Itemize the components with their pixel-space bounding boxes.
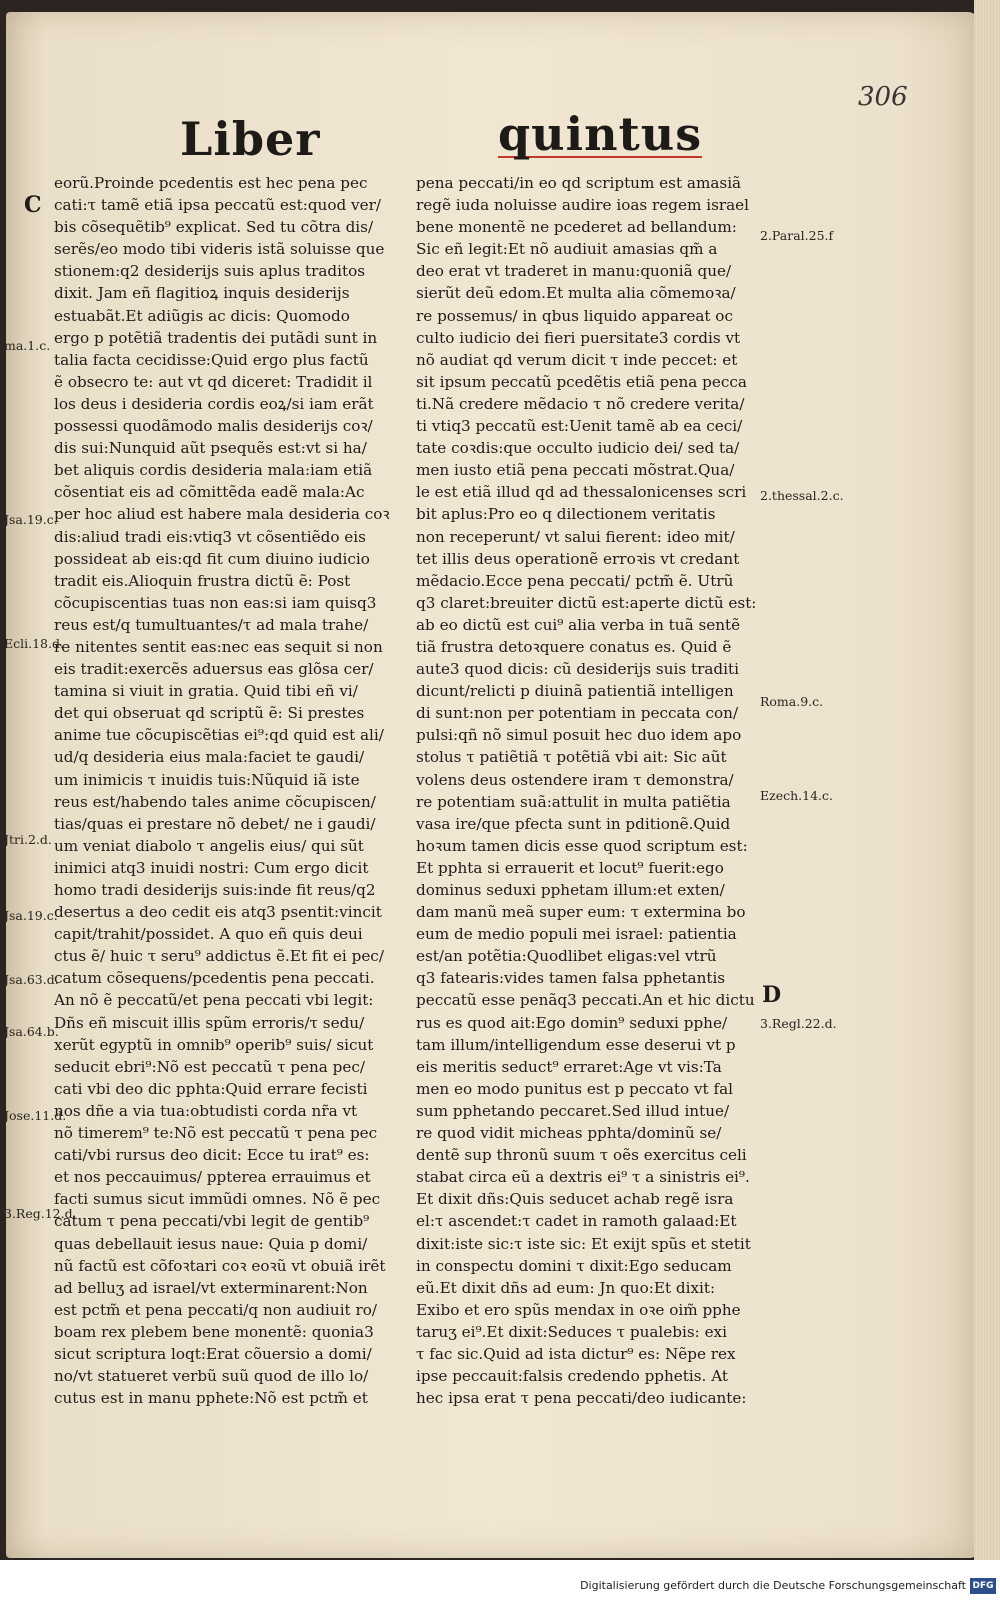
margin-note: Jsa.64.b. — [4, 1024, 59, 1039]
text-line: volens deus ostendere iram τ demonstra/ — [416, 770, 734, 789]
text-line: mẽdacio.Ecce pena peccati/ pctm̃ ẽ. Utrũ — [416, 571, 734, 590]
text-line: di sunt:non per potentiam in peccata con/ — [416, 704, 739, 723]
text-line: An nõ ẽ peccatũ/et pena peccati vbi legit: — [54, 991, 374, 1010]
text-line: um inimicis τ inuidis tuis:Nũquid iã iste — [54, 770, 360, 789]
text-line: per hoc aliud est habere mala desideria coꝛ — [54, 505, 390, 524]
text-line: quas debellauit iesus naue: Quia p domi/ — [54, 1234, 368, 1253]
text-line: tet illis deus operationẽ erroꝛis vt credant — [416, 549, 740, 568]
footer-bar — [0, 1576, 1000, 1600]
text-line: hoꝛum tamen dicis esse quod scriptum est: — [416, 836, 748, 855]
folio-number: 306 — [858, 82, 908, 112]
text-line: eis meritis seduct⁹ erraret:Age vt vis:Ta — [416, 1057, 722, 1076]
text-line: cati/vbi rursus deo dicit: Ecce tu irat⁹ es: — [54, 1146, 370, 1165]
text-line: dominus seduxi pphetam illum:et exten/ — [416, 881, 725, 899]
text-line: el:τ ascendet:τ cadet in ramoth galaad:Et — [416, 1212, 737, 1231]
text-line: reus est/q tumultuantes/τ ad mala trahe/ — [54, 615, 369, 634]
text-line: ti vtiq3 peccatũ est:Uenit tamẽ ab ea ceci/ — [416, 417, 743, 436]
text-line: catum τ pena peccati/vbi legit de gentib⁹ — [54, 1212, 370, 1231]
running-head-right: quintus — [498, 107, 703, 161]
text-line: deo erat vt traderet in manu:quoniã que/ — [416, 262, 732, 281]
text-line: ẽ obsecro te: aut vt qd diceret: Tradidit il — [54, 372, 373, 391]
text-line: q3 claret:breuiter dictũ est:aperte dictũ est: — [416, 593, 756, 612]
margin-note: Ezech.14.c. — [760, 788, 833, 803]
text-line: sierũt deũ edom.Et multa alia cõmemoꝛa/ — [416, 284, 736, 303]
text-line: bit aplus:Pro eo q dilectionem veritatis — [416, 505, 716, 524]
text-line: tamina si viuit in gratia. Quid tibi eñ vi/ — [54, 682, 358, 701]
text-line: bene monentẽ ne pcederet ad bellandum: — [416, 218, 737, 237]
text-line: pena peccati/in eo qd scriptum est amasiã — [416, 174, 742, 192]
text-line: boam rex plebem bene monentẽ: quonia3 — [54, 1322, 374, 1341]
text-line: hec ipsa erat τ pena peccati/deo iudicante: — [416, 1389, 747, 1408]
text-line: tradit eis.Alioquin frustra dictũ ẽ: Post — [54, 571, 351, 590]
margin-note: Jose.11.d. — [4, 1108, 67, 1123]
text-line: no/vt statueret verbũ suũ quod de illo lo/ — [54, 1367, 369, 1386]
text-line: dis sui:Nunquid aũt psequẽs est:vt si ha/ — [54, 439, 367, 458]
text-line: ud/q desideria eius mala:faciet te gaudi/ — [54, 748, 365, 767]
margin-note: 3.Reg.12.d. — [4, 1206, 77, 1221]
text-line: culto iudicio dei fieri puersitate3 cordis vt — [416, 328, 741, 347]
text-line: capit/trahit/possidet. A quo eñ quis deui — [54, 925, 363, 944]
text-line: talia facta cecidisse:Quid ergo plus factũ — [54, 350, 369, 369]
text-line: ergo p potẽtiã tradentis dei putãdi sunt in — [54, 328, 378, 347]
text-line: homo tradi desiderijs suis:inde fit reus/q2 — [54, 881, 376, 899]
text-line: eum de medio populi mei israel: patientia — [416, 925, 737, 944]
margin-initial-left: C — [24, 192, 42, 218]
text-line: um veniat diabolo τ angelis eius/ qui sũt — [54, 836, 364, 855]
text-line: inimici atq3 inuidi nostri: Cum ergo dicit — [54, 858, 369, 877]
text-line: Et pphta si errauerit et locut⁹ fuerit:ego — [416, 858, 724, 877]
text-line: catum cõsequens/pcedentis pena peccati. — [54, 969, 375, 988]
text-line: Sic eñ legit:Et nõ audiuit amasias qm̃ a — [416, 240, 718, 259]
text-line: pulsi:qñ nõ simul posuit hec duo idem apo — [416, 726, 742, 745]
text-line: tias/quas ei prestare nõ debet/ ne i gaudi/ — [54, 814, 376, 833]
text-line: re potentiam suã:attulit in multa patiẽtia — [416, 792, 731, 811]
text-line: peccatũ esse penãq3 peccati.An et hic dictu — [416, 991, 755, 1010]
text-line: men iusto etiã pena peccati mõstrat.Qua/ — [416, 461, 735, 480]
funding-credit: Digitalisierung gefördert durch die Deutsche Forschungsgemeinschaft — [580, 1579, 966, 1592]
margin-note: Roma.9.c. — [760, 694, 824, 709]
text-line: cati vbi deo dic pphta:Quid errare fecisti — [54, 1079, 368, 1098]
text-line: desertus a deo cedit eis atq3 psentit:vincit — [54, 903, 382, 922]
text-line: Et dixit dñs:Quis seducet achab regẽ isra — [416, 1190, 734, 1209]
text-line: in conspectu domini τ dixit:Ego seducam — [416, 1256, 732, 1275]
text-line: et nos peccauimus/ ppterea errauimus et — [54, 1168, 371, 1187]
dfg-logo: DFG — [970, 1578, 996, 1594]
text-line: bet aliquis cordis desideria mala:iam etiã — [54, 461, 373, 480]
text-line: nõ audiat qd verum dicit τ inde peccet: et — [416, 350, 738, 369]
text-line: ipse peccauit:falsis credendo pphetis. At — [416, 1367, 728, 1386]
text-column-right — [416, 172, 756, 1409]
text-line: nũ factũ est cõfoꝛtari coꝛ eoꝛũ vt obuiã irẽt — [54, 1256, 386, 1275]
text-line: eũ.Et dixit dñs ad eum: Jn quo:Et dixit: — [416, 1278, 716, 1297]
text-line: ad belluʒ ad israel/vt exterminarent:Non — [54, 1278, 368, 1297]
text-line: estuabãt.Et adiũgis ac dicis: Quomodo — [54, 306, 350, 325]
text-line: ctus ẽ/ huic τ seru⁹ addictus ẽ.Et fit ei pec/ — [54, 947, 384, 966]
text-line: cutus est in manu pphete:Nõ est pctm̃ et — [54, 1389, 368, 1408]
text-line: det qui obseruat qd scriptũ ẽ: Si prestes — [54, 704, 365, 723]
text-line: xerũt egyptũ in omnib⁹ operib⁹ suis/ sicut — [54, 1035, 374, 1054]
text-line: taruʒ ei⁹.Et dixit:Seduces τ pualebis: exi — [416, 1322, 727, 1341]
margin-note: 2.Paral.25.f — [760, 228, 834, 243]
text-line: dixit:iste sic:τ iste sic: Et exijt spũs et stetit — [416, 1234, 751, 1253]
text-line: sum pphetando peccaret.Sed illud intue/ — [416, 1101, 730, 1120]
margin-note: Jsa.19.c. — [4, 908, 58, 923]
margin-note: 2.thessal.2.c. — [760, 488, 844, 503]
text-line: rus es quod ait:Ego domin⁹ seduxi pphe/ — [416, 1013, 728, 1032]
text-line: non receperunt/ vt salui fierent: ideo mit/ — [416, 527, 735, 546]
text-line: regẽ iuda noluisse audire ioas regem israel — [416, 196, 750, 215]
text-line: nõ timerem⁹ te:Nõ est peccatũ τ pena pec — [54, 1124, 378, 1143]
text-line: est/an potẽtia:Quodlibet eligas:vel vtrũ — [416, 947, 717, 966]
text-line: ab eo dictũ est cui⁹ alia verba in tuã sentẽ — [416, 615, 741, 634]
text-column-left — [54, 172, 400, 1409]
margin-note: Ecli.18.d. — [4, 636, 64, 651]
text-line: sicut scriptura loqt:Erat cõuersio a domi/ — [54, 1344, 372, 1363]
text-line: cõcupiscentias tuas non eas:si iam quisq3 — [54, 593, 377, 612]
text-line: dicunt/relicti p diuinã patientiã intelligen — [416, 682, 734, 701]
text-line: nos dñe a via tua:obtudisti corda nr̃a vt — [54, 1101, 358, 1120]
text-line: stolus τ patiẽtiã τ potẽtiã vbi ait: Sic aũt — [416, 748, 727, 767]
text-line: aute3 quod dicis: cũ desiderijs suis traditi — [416, 660, 739, 679]
text-line: cõsentiat eis ad cõmittẽda eadẽ mala:Ac — [54, 483, 365, 502]
running-head-left: Liber — [180, 112, 321, 166]
text-line: stabat circa eũ a dextris ei⁹ τ a sinistris ei⁹. — [416, 1168, 750, 1187]
text-line: tam illum/intelligendum esse deserui vt p — [416, 1035, 736, 1054]
text-line: vasa ire/que pfecta sunt in pditionẽ.Quid — [416, 814, 731, 833]
text-line: men eo modo punitus est p peccato vt fal — [416, 1079, 734, 1098]
page-fore-edge — [974, 0, 1000, 1560]
text-line: Dñs eñ miscuit illis spũm erroris/τ sedu/ — [54, 1013, 365, 1032]
text-line: dam manũ meã super eum: τ extermina bo — [416, 903, 746, 922]
margin-note: Jtri.2.d. — [4, 832, 52, 847]
text-line: est pctm̃ et pena peccati/q non audiuit ro/ — [54, 1300, 378, 1319]
text-line: seducit ebri⁹:Nõ est peccatũ τ pena pec/ — [54, 1057, 366, 1076]
text-line: anime tue cõcupiscẽtias ei⁹:qd quid est ali/ — [54, 726, 384, 745]
text-line: reus est/habendo tales anime cõcupiscen/ — [54, 792, 376, 811]
text-line: facti sumus sicut immũdi omnes. Nõ ẽ pec — [54, 1190, 381, 1209]
text-line: dixit. Jam eñ flagitioꝝ inquis desiderijs — [54, 284, 350, 303]
text-line: tate coꝛdis:que occulto iudicio dei/ sed ta/ — [416, 439, 740, 458]
text-line: bis cõsequẽtib⁹ explicat. Sed tu cõtra dis/ — [54, 218, 374, 237]
text-line: possideat ab eis:qd fit cum diuino iudicio — [54, 549, 370, 568]
text-line: sit ipsum peccatũ pcedẽtis etiã pena pecca — [416, 372, 747, 391]
margin-note: 3.Regl.22.d. — [760, 1016, 837, 1031]
text-line: ti.Nã credere mẽdacio τ nõ credere verita/ — [416, 394, 745, 413]
text-line: re nitentes sentit eas:nec eas sequit si non — [54, 637, 383, 656]
text-line: eis tradit:exercẽs aduersus eas glõsa cer/ — [54, 660, 374, 679]
margin-note: Jsa.19.c. — [4, 512, 58, 527]
text-line: Exibo et ero spũs mendax in oꝛe oim̃ pphe — [416, 1300, 741, 1319]
margin-note: Jsa.63.d. — [4, 972, 59, 987]
text-line: re possemus/ in qbus liquido appareat oc — [416, 306, 733, 325]
text-line: dis:aliud tradi eis:vtiq3 vt cõsentiẽdo eis — [54, 527, 366, 546]
text-line: le est etiã illud qd ad thessalonicenses scri — [416, 483, 747, 502]
text-line: re quod vidit micheas pphta/dominũ se/ — [416, 1124, 722, 1143]
text-line: dentẽ sup thronũ suum τ oẽs exercitus celi — [416, 1146, 747, 1165]
text-line: cati:τ tamẽ etiã ipsa peccatũ est:quod ver/ — [54, 196, 381, 215]
text-line: q3 fatearis:vides tamen falsa pphetantis — [416, 969, 726, 988]
margin-note: ma.1.c. — [4, 338, 51, 353]
margin-initial-right: D — [762, 982, 782, 1008]
text-line: eorũ.Proinde pcedentis est hec pena pec — [54, 174, 368, 192]
text-line: τ fac sic.Quid ad ista dictur⁹ es: Nẽpe rex — [416, 1344, 736, 1363]
text-line: possessi quodãmodo malis desiderijs coꝛ/ — [54, 417, 373, 436]
text-line: los deus i desideria cordis eoꝝ/si iam erãt — [54, 394, 374, 413]
text-line: tiã frustra detoꝛquere conatus es. Quid ẽ — [416, 637, 732, 656]
text-line: stionem:q2 desiderijs suis aplus traditos — [54, 262, 366, 281]
text-line: serẽs/eo modo tibi videris istã soluisse que — [54, 240, 385, 259]
